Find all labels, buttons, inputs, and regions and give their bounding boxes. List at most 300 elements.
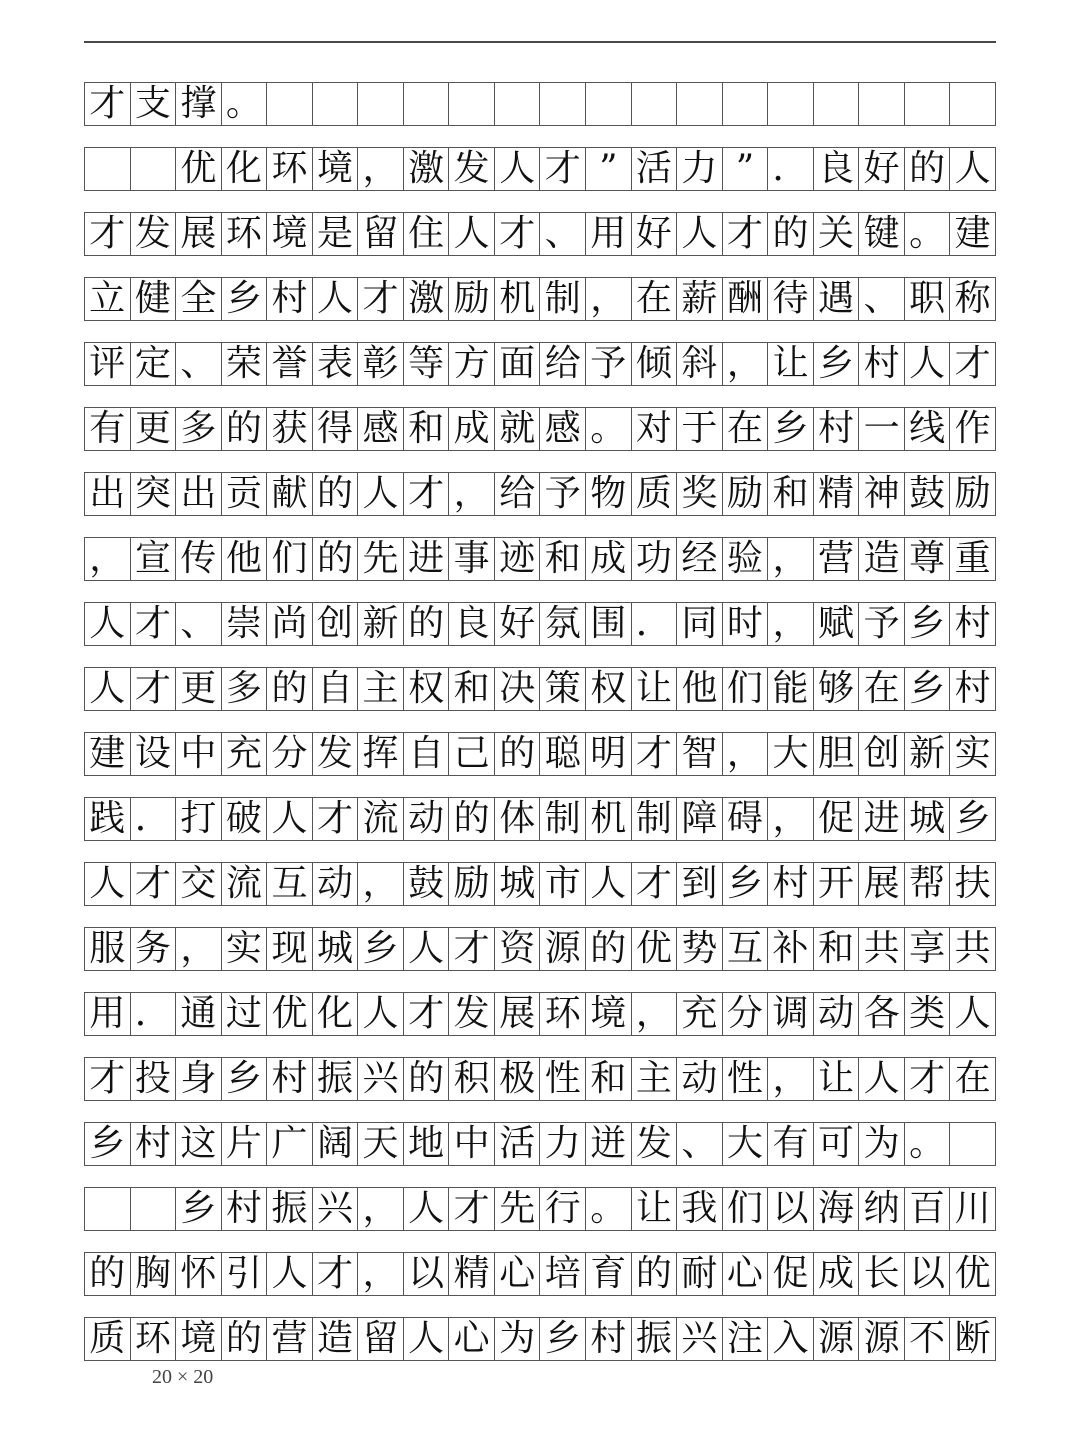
grid-cell: 新 [905, 733, 951, 775]
grid-cell: 川 [950, 1188, 996, 1230]
grid-row [84, 407, 996, 451]
grid-cell: 村 [131, 1123, 177, 1165]
grid-cell: 环 [131, 1318, 177, 1360]
grid-cell: 尊 [905, 538, 951, 580]
grid-cell: 的 [404, 603, 450, 645]
grid-cell: 同 [677, 603, 723, 645]
grid-cell: 践 [85, 798, 131, 840]
grid-cell: 机 [495, 278, 541, 320]
grid-cell: 才 [950, 343, 996, 385]
grid-row [84, 1317, 996, 1361]
grid-cell: 的 [222, 1318, 268, 1360]
grid-row [84, 732, 996, 776]
grid-cell: 先 [495, 1188, 541, 1230]
grid-cell: 培 [540, 1253, 586, 1295]
grid-cell: 才 [131, 603, 177, 645]
grid-cell: 兴 [677, 1318, 723, 1360]
grid-cell: 才 [313, 1253, 359, 1295]
grid-cell: 获 [267, 408, 313, 450]
grid-cell: 大 [768, 733, 814, 775]
grid-cell: 发 [449, 993, 495, 1035]
grid-cell: 服 [85, 928, 131, 970]
grid-cell: 彰 [358, 343, 404, 385]
grid-cell: 职 [905, 278, 951, 320]
grid-cell: 健 [131, 278, 177, 320]
grid-cell: 才 [85, 213, 131, 255]
grid-cell: 市 [540, 863, 586, 905]
grid-cell: 城 [495, 863, 541, 905]
grid-cell: 人 [85, 668, 131, 710]
grid-cell: 评 [85, 343, 131, 385]
grid-cell: 通 [176, 993, 222, 1035]
grid-cell: 环 [267, 148, 313, 190]
grid-cell: 的 [313, 538, 359, 580]
grid-cell: 励 [449, 863, 495, 905]
grid-cell: 人 [85, 603, 131, 645]
grid-cell: 才 [632, 733, 678, 775]
grid-cell: ． [131, 798, 177, 840]
grid-cell: 实 [222, 928, 268, 970]
grid-cell: 、 [176, 343, 222, 385]
grid-cell: 成 [449, 408, 495, 450]
grid-cell: 方 [449, 343, 495, 385]
grid-cell: 就 [495, 408, 541, 450]
grid-row [84, 537, 996, 581]
grid-cell: 共 [950, 928, 996, 970]
grid-cell [540, 83, 586, 125]
grid-cell: 人 [495, 148, 541, 190]
grid-row [84, 1122, 996, 1166]
grid-cell: 我 [677, 1188, 723, 1230]
grid-cell: 胸 [131, 1253, 177, 1295]
grid-row [84, 862, 996, 906]
grid-cell: 活 [632, 148, 678, 190]
grid-cell [404, 83, 450, 125]
grid-cell: 的 [905, 148, 951, 190]
grid-cell: 引 [222, 1253, 268, 1295]
grid-cell [859, 83, 905, 125]
grid-cell: 乡 [723, 863, 769, 905]
grid-cell: 才 [313, 798, 359, 840]
grid-cell: ． [768, 148, 814, 190]
grid-cell: 展 [859, 863, 905, 905]
grid-cell: 行 [540, 1188, 586, 1230]
grid-cell: ， [768, 603, 814, 645]
grid-cell: 才 [540, 148, 586, 190]
grid-cell [85, 148, 131, 190]
grid-cell: 耐 [677, 1253, 723, 1295]
grid-cell: 乡 [85, 1123, 131, 1165]
grid-cell: 。 [905, 213, 951, 255]
grid-cell: 化 [313, 993, 359, 1035]
grid-cell: 海 [814, 1188, 860, 1230]
grid-cell: 策 [540, 668, 586, 710]
grid-cell: 城 [313, 928, 359, 970]
grid-cell: 于 [677, 408, 723, 450]
top-rule [84, 41, 996, 43]
grid-cell: 大 [723, 1123, 769, 1165]
grid-cell: 誉 [267, 343, 313, 385]
grid-cell: 阔 [313, 1123, 359, 1165]
grid-cell: 遇 [814, 278, 860, 320]
grid-cell [950, 1123, 996, 1165]
grid-cell: 励 [950, 473, 996, 515]
grid-cell: 造 [313, 1318, 359, 1360]
grid-cell: 更 [131, 408, 177, 450]
grid-cell: 有 [85, 408, 131, 450]
grid-cell: 兴 [313, 1188, 359, 1230]
grid-cell: 长 [859, 1253, 905, 1295]
grid-cell: 让 [814, 1058, 860, 1100]
grid-cell: 人 [859, 1058, 905, 1100]
grid-cell: 打 [176, 798, 222, 840]
grid-cell: 给 [495, 473, 541, 515]
grid-cell: 乡 [768, 408, 814, 450]
grid-cell: 尚 [267, 603, 313, 645]
grid-cell: 充 [677, 993, 723, 1035]
grid-cell: 够 [814, 668, 860, 710]
grid-cell: 和 [586, 1058, 632, 1100]
grid-cell: 的 [313, 473, 359, 515]
grid-cell: ． [131, 993, 177, 1035]
grid-cell: 迸 [586, 1123, 632, 1165]
grid-cell: 予 [540, 473, 586, 515]
grid-cell: 的 [267, 668, 313, 710]
grid-cell: 营 [814, 538, 860, 580]
grid-cell: 献 [267, 473, 313, 515]
grid-cell: 百 [905, 1188, 951, 1230]
grid-cell: 良 [814, 148, 860, 190]
grid-cell: 精 [814, 473, 860, 515]
grid-cell: 成 [814, 1253, 860, 1295]
grid-cell: 他 [677, 668, 723, 710]
grid-cell: ， [723, 733, 769, 775]
grid-cell: 才 [449, 928, 495, 970]
grid-cell [267, 83, 313, 125]
grid-cell: 促 [814, 798, 860, 840]
grid-cell: 制 [540, 798, 586, 840]
grid-cell: 的 [222, 408, 268, 450]
grid-cell: 障 [677, 798, 723, 840]
grid-cell: 。 [586, 408, 632, 450]
grid-cell: 聪 [540, 733, 586, 775]
grid-cell: 们 [267, 538, 313, 580]
grid-cell: 才 [85, 1058, 131, 1100]
grid-cell: 可 [814, 1123, 860, 1165]
grid-cell: 权 [404, 668, 450, 710]
grid-cell: 帮 [905, 863, 951, 905]
grid-cell: 优 [267, 993, 313, 1035]
grid-cell: 动 [404, 798, 450, 840]
grid-cell: 人 [267, 798, 313, 840]
grid-cell: ” [723, 148, 769, 190]
grid-cell: 才 [85, 83, 131, 125]
grid-cell: 共 [859, 928, 905, 970]
grid-cell: 乡 [222, 278, 268, 320]
grid-cell: 成 [586, 538, 632, 580]
grid-cell: 活 [495, 1123, 541, 1165]
grid-cell [905, 83, 951, 125]
grid-cell: 撑 [176, 83, 222, 125]
grid-cell: 势 [677, 928, 723, 970]
grid-cell: 以 [404, 1253, 450, 1295]
grid-cell: 表 [313, 343, 359, 385]
grid-cell: 们 [723, 1188, 769, 1230]
grid-cell: 。 [905, 1123, 951, 1165]
grid-cell: 兴 [358, 1058, 404, 1100]
grid-row [84, 1187, 996, 1231]
grid-cell: 实 [950, 733, 996, 775]
grid-cell [677, 83, 723, 125]
grid-cell [632, 83, 678, 125]
grid-cell: 注 [723, 1318, 769, 1360]
grid-cell: 造 [859, 538, 905, 580]
grid-row [84, 667, 996, 711]
grid-cell: ， [358, 863, 404, 905]
grid-cell: 多 [222, 668, 268, 710]
grid-cell: 鼓 [905, 473, 951, 515]
grid-cell: 人 [905, 343, 951, 385]
grid-cell: 务 [131, 928, 177, 970]
grid-cell: 村 [267, 1058, 313, 1100]
grid-cell: 天 [358, 1123, 404, 1165]
grid-cell: 开 [814, 863, 860, 905]
grid-cell: 多 [176, 408, 222, 450]
grid-cell: 环 [540, 993, 586, 1035]
grid-cell: 对 [632, 408, 678, 450]
grid-cell: 才 [632, 863, 678, 905]
grid-cell: 纳 [859, 1188, 905, 1230]
grid-cell: 片 [222, 1123, 268, 1165]
grid-cell [313, 83, 359, 125]
grid-cell: 突 [131, 473, 177, 515]
grid-cell: 好 [632, 213, 678, 255]
grid-cell: 励 [723, 473, 769, 515]
grid-cell: 过 [222, 993, 268, 1035]
grid-cell: 激 [404, 148, 450, 190]
grid-cell: 己 [449, 733, 495, 775]
grid-cell: 人 [358, 993, 404, 1035]
grid-cell: 主 [358, 668, 404, 710]
grid-cell: 心 [723, 1253, 769, 1295]
grid-cell: 优 [950, 1253, 996, 1295]
grid-cell: 村 [586, 1318, 632, 1360]
grid-cell: 建 [950, 213, 996, 255]
grid-cell: 乡 [358, 928, 404, 970]
grid-cell: 分 [723, 993, 769, 1035]
grid-cell: 贡 [222, 473, 268, 515]
grid-cell: ， [358, 148, 404, 190]
grid-cell: 发 [313, 733, 359, 775]
grid-cell [131, 1188, 177, 1230]
grid-cell: 村 [950, 668, 996, 710]
grid-cell [495, 83, 541, 125]
grid-cell: 和 [449, 668, 495, 710]
grid-cell: 入 [768, 1318, 814, 1360]
grid-cell: 碍 [723, 798, 769, 840]
grid-cell: 创 [859, 733, 905, 775]
grid-cell: 予 [586, 343, 632, 385]
grid-cell: 以 [768, 1188, 814, 1230]
grid-row [84, 602, 996, 646]
grid-cell: 以 [905, 1253, 951, 1295]
grid-cell: 性 [723, 1058, 769, 1100]
grid-cell: 村 [222, 1188, 268, 1230]
grid-cell: ， [632, 993, 678, 1035]
grid-cell: 定 [131, 343, 177, 385]
grid-cell: 才 [131, 668, 177, 710]
grid-cell: 和 [404, 408, 450, 450]
grid-cell: 作 [950, 408, 996, 450]
grid-cell: 城 [905, 798, 951, 840]
grid-cell: 力 [677, 148, 723, 190]
grid-cell [586, 83, 632, 125]
grid-cell: 制 [632, 798, 678, 840]
grid-cell: 质 [85, 1318, 131, 1360]
grid-cell: 体 [495, 798, 541, 840]
grid-cell: 经 [677, 538, 723, 580]
grid-cell: 源 [859, 1318, 905, 1360]
grid-cell: 创 [313, 603, 359, 645]
grid-cell: ， [768, 1058, 814, 1100]
grid-cell: ， [723, 343, 769, 385]
grid-cell: 人 [586, 863, 632, 905]
grid-cell: 留 [358, 213, 404, 255]
grid-cell: 键 [859, 213, 905, 255]
writing-grid [84, 82, 996, 1382]
grid-cell: 一 [859, 408, 905, 450]
grid-cell: 资 [495, 928, 541, 970]
grid-cell: 进 [404, 538, 450, 580]
grid-cell: ， [768, 798, 814, 840]
grid-cell: 线 [905, 408, 951, 450]
grid-cell: 为 [495, 1318, 541, 1360]
grid-row [84, 927, 996, 971]
grid-cell: 源 [540, 928, 586, 970]
grid-cell: 动 [814, 993, 860, 1035]
grid-cell: 才 [131, 863, 177, 905]
grid-cell: 机 [586, 798, 632, 840]
grid-cell: 围 [586, 603, 632, 645]
grid-cell: 有 [768, 1123, 814, 1165]
grid-cell: 源 [814, 1318, 860, 1360]
grid-cell: 发 [131, 213, 177, 255]
grid-cell: 精 [449, 1253, 495, 1295]
grid-cell: 人 [449, 213, 495, 255]
grid-cell: 进 [859, 798, 905, 840]
grid-cell: 环 [222, 213, 268, 255]
grid-cell: 流 [358, 798, 404, 840]
grid-cell: 的 [495, 733, 541, 775]
grid-cell: 不 [905, 1318, 951, 1360]
grid-cell: 广 [267, 1123, 313, 1165]
grid-cell: 动 [677, 1058, 723, 1100]
grid-cell: 乡 [905, 668, 951, 710]
grid-cell: 新 [358, 603, 404, 645]
grid-cell: 酬 [723, 278, 769, 320]
grid-cell: 促 [768, 1253, 814, 1295]
grid-cell: 和 [768, 473, 814, 515]
grid-cell: 乡 [222, 1058, 268, 1100]
grid-cell: 好 [495, 603, 541, 645]
grid-row [84, 472, 996, 516]
grid-cell: 权 [586, 668, 632, 710]
grid-cell: 主 [632, 1058, 678, 1100]
grid-cell [814, 83, 860, 125]
grid-cell: 智 [677, 733, 723, 775]
grid-cell: 他 [222, 538, 268, 580]
grid-cell: 乡 [540, 1318, 586, 1360]
grid-cell: 验 [723, 538, 769, 580]
grid-cell: 胆 [814, 733, 860, 775]
grid-cell: 让 [768, 343, 814, 385]
grid-cell: 为 [859, 1123, 905, 1165]
grid-cell: 能 [768, 668, 814, 710]
grid-cell: 才 [358, 278, 404, 320]
grid-cell: 补 [768, 928, 814, 970]
grid-cell: 出 [85, 473, 131, 515]
grid-cell: 互 [267, 863, 313, 905]
grid-cell: 明 [586, 733, 632, 775]
grid-cell [131, 148, 177, 190]
grid-cell: 励 [449, 278, 495, 320]
grid-cell: 才 [404, 473, 450, 515]
grid-cell: 事 [449, 538, 495, 580]
grid-cell: 中 [449, 1123, 495, 1165]
grid-cell: 在 [950, 1058, 996, 1100]
grid-cell: 村 [814, 408, 860, 450]
grid-cell: 感 [540, 408, 586, 450]
grid-cell: 传 [176, 538, 222, 580]
grid-cell: ． [632, 603, 678, 645]
grid-cell: 村 [859, 343, 905, 385]
grid-cell: 在 [723, 408, 769, 450]
grid-cell: 村 [267, 278, 313, 320]
grid-cell: 全 [176, 278, 222, 320]
grid-row [84, 1057, 996, 1101]
grid-cell: 投 [131, 1058, 177, 1100]
grid-cell: 激 [404, 278, 450, 320]
grid-cell: 重 [950, 538, 996, 580]
grid-cell: 境 [586, 993, 632, 1035]
grid-cell: 振 [632, 1318, 678, 1360]
grid-cell: 设 [131, 733, 177, 775]
grid-cell: 人 [85, 863, 131, 905]
grid-cell: 出 [176, 473, 222, 515]
grid-cell: 展 [176, 213, 222, 255]
grid-cell: 营 [267, 1318, 313, 1360]
grid-cell: 先 [358, 538, 404, 580]
grid-cell: 动 [313, 863, 359, 905]
grid-cell: 。 [222, 83, 268, 125]
grid-cell: 自 [404, 733, 450, 775]
grid-cell: 予 [859, 603, 905, 645]
grid-cell: 等 [404, 343, 450, 385]
grid-cell: 极 [495, 1058, 541, 1100]
grid-cell: 村 [768, 863, 814, 905]
grid-cell: 性 [540, 1058, 586, 1100]
grid-cell: 在 [632, 278, 678, 320]
grid-cell: 用 [586, 213, 632, 255]
grid-cell: 的 [404, 1058, 450, 1100]
grid-cell: 振 [267, 1188, 313, 1230]
grid-row [84, 277, 996, 321]
grid-cell: 人 [404, 1318, 450, 1360]
grid-cell: 享 [905, 928, 951, 970]
grid-cell: 功 [632, 538, 678, 580]
grid-cell [85, 1188, 131, 1230]
grid-cell: 住 [404, 213, 450, 255]
